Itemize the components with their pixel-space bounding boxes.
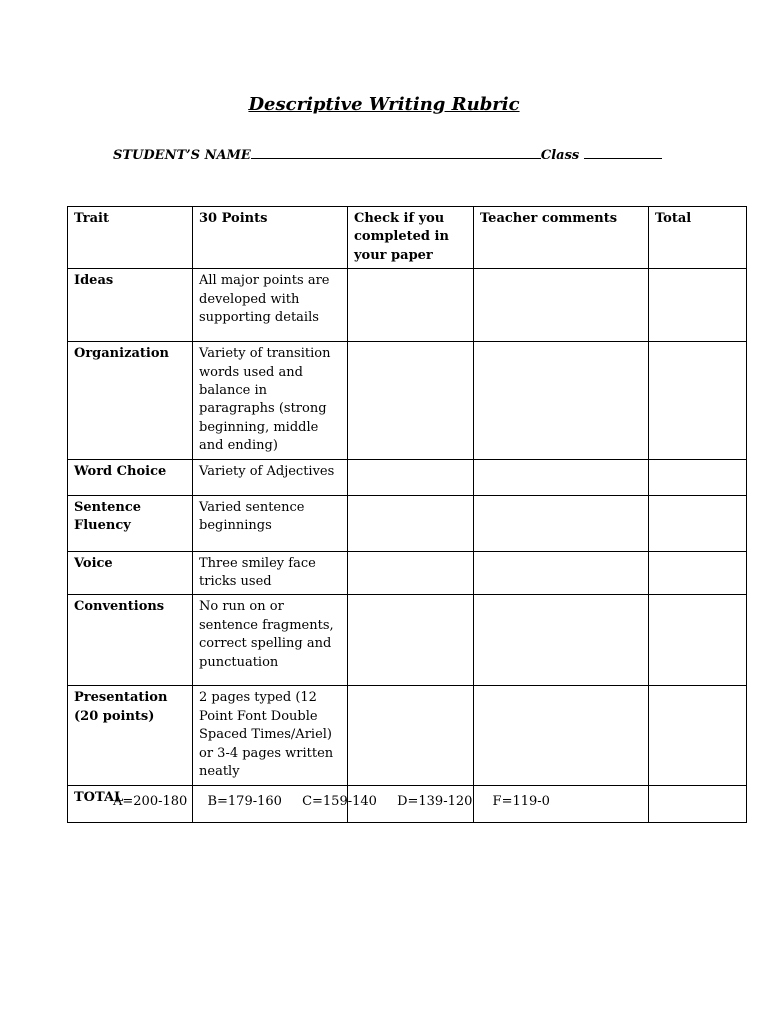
table-row xyxy=(68,269,747,342)
trait-cell: Organization xyxy=(68,342,193,459)
grading-scale xyxy=(113,794,564,809)
criteria-cell: Three smiley face tricks used xyxy=(193,551,348,595)
student-name-line xyxy=(113,146,662,163)
criteria-cell: Varied sentence beginnings xyxy=(193,495,348,551)
trait-cell: Conventions xyxy=(68,595,193,686)
criteria-cell: 2 pages typed (12 Point Font Double Spaced Times/Ariel) or 3-4 pages written neatly xyxy=(193,686,348,785)
grade-d: D=139-120 xyxy=(397,794,473,809)
header-trait: Trait xyxy=(68,207,193,269)
total-cell[interactable] xyxy=(649,342,747,459)
total-cell[interactable] xyxy=(649,785,747,822)
header-comments: Teacher comments xyxy=(474,207,649,269)
table-row xyxy=(68,459,747,495)
comments-cell[interactable] xyxy=(474,269,649,342)
criteria-cell: Variety of Adjectives xyxy=(193,459,348,495)
total-cell[interactable] xyxy=(649,269,747,342)
comments-cell[interactable] xyxy=(474,342,649,459)
grade-a: A=200-180 xyxy=(113,794,188,809)
comments-cell[interactable] xyxy=(474,459,649,495)
table-row xyxy=(68,342,747,459)
total-cell[interactable] xyxy=(649,551,747,595)
total-cell[interactable] xyxy=(649,495,747,551)
total-cell[interactable] xyxy=(649,595,747,686)
criteria-cell: Variety of transition words used and balance in paragraphs (strong beginning, middle and ending) xyxy=(193,342,348,459)
header-check: Check if you completed in your paper xyxy=(348,207,474,269)
comments-cell[interactable] xyxy=(474,595,649,686)
check-cell[interactable] xyxy=(348,459,474,495)
grade-c: C=159-140 xyxy=(302,794,377,809)
class-label: Class xyxy=(540,148,580,163)
check-cell[interactable] xyxy=(348,495,474,551)
criteria-cell: All major points are developed with supporting details xyxy=(193,269,348,342)
check-cell[interactable] xyxy=(348,342,474,459)
trait-cell: Presentation (20 points) xyxy=(68,686,193,785)
header-row xyxy=(68,207,747,269)
trait-cell: TOTAL xyxy=(68,785,193,822)
trait-cell: Word Choice xyxy=(68,459,193,495)
student-name-blank[interactable] xyxy=(251,146,541,159)
grade-b: B=179-160 xyxy=(207,794,282,809)
student-name-label: STUDENT’S NAME xyxy=(113,148,251,163)
comments-cell[interactable] xyxy=(474,551,649,595)
check-cell[interactable] xyxy=(348,595,474,686)
table-row xyxy=(68,495,747,551)
table-row xyxy=(68,595,747,686)
check-cell[interactable] xyxy=(348,551,474,595)
total-cell[interactable] xyxy=(649,459,747,495)
page-title: Descriptive Writing Rubric xyxy=(248,94,520,115)
header-points: 30 Points xyxy=(193,207,348,269)
criteria-cell: No run on or sentence fragments, correct spelling and punctuation xyxy=(193,595,348,686)
check-cell[interactable] xyxy=(348,269,474,342)
comments-cell[interactable] xyxy=(474,686,649,785)
trait-cell: Voice xyxy=(68,551,193,595)
check-cell[interactable] xyxy=(348,686,474,785)
table-row xyxy=(68,551,747,595)
class-blank[interactable] xyxy=(584,146,662,159)
table-row xyxy=(68,686,747,785)
grade-f: F=119-0 xyxy=(492,794,550,809)
comments-cell[interactable] xyxy=(474,495,649,551)
rubric-table xyxy=(67,206,747,823)
trait-cell: Ideas xyxy=(68,269,193,342)
header-total: Total xyxy=(649,207,747,269)
trait-cell: Sentence Fluency xyxy=(68,495,193,551)
total-cell[interactable] xyxy=(649,686,747,785)
